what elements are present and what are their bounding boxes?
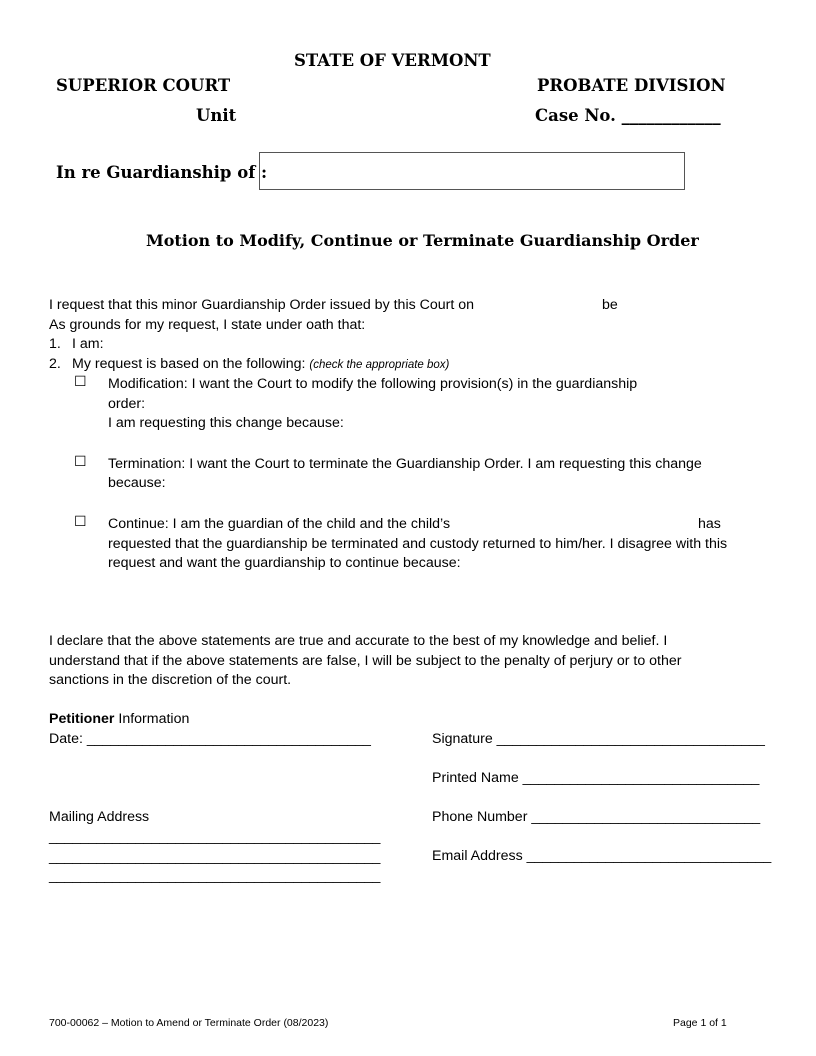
guardianship-name-field[interactable]: [259, 152, 685, 190]
continue-line-1: Continue: I am the guardian of the child and the child’s: [108, 516, 451, 532]
modification-line-2: order:: [108, 396, 146, 412]
request-line: I request that this minor Guardianship Order issued by this Court on: [49, 297, 475, 313]
form-id: 700-00062 – Motion to Amend or Terminate Order (08/2023): [49, 1017, 329, 1029]
continue-line-2: requested that the guardianship be terminated and custody returned to him/her. I disagree with this: [108, 536, 728, 552]
modification-checkbox[interactable]: ☐: [74, 374, 87, 390]
termination-line-2: because:: [108, 475, 166, 491]
termination-line-1: Termination: I want the Court to terminate the Guardianship Order. I am requesting this change: [108, 456, 702, 472]
item-1-number: 1.: [49, 336, 61, 352]
mailing-address-line-1[interactable]: __________________________________________: [49, 829, 381, 845]
phone-number-field[interactable]: Phone Number _____________________________: [432, 809, 761, 825]
email-address-field[interactable]: Email Address _______________________________: [432, 848, 772, 864]
form-title: Motion to Modify, Continue or Terminate Guardianship Order: [146, 231, 699, 250]
declaration-line-2: understand that if the above statements are false, I will be subject to the penalty of perjury or to other: [49, 653, 682, 669]
state-heading: STATE OF VERMONT: [294, 51, 491, 70]
item-2-number: 2.: [49, 356, 61, 372]
continue-line-1-end: has: [698, 516, 721, 532]
mailing-address-line-3[interactable]: __________________________________________: [49, 868, 381, 884]
continue-line-3: request and want the guardianship to continue because:: [108, 555, 461, 571]
declaration-line-1: I declare that the above statements are true and accurate to the best of my knowledge and belief. I: [49, 633, 668, 649]
mailing-address-label: Mailing Address: [49, 809, 150, 825]
item-2-text: My request is based on the following: (check the appropriate box): [72, 356, 450, 372]
case-number-label: Case No. ____________: [535, 106, 721, 125]
mailing-address-line-2[interactable]: __________________________________________: [49, 849, 381, 865]
declaration-line-3: sanctions in the discretion of the court.: [49, 672, 292, 688]
page-number: Page 1 of 1: [673, 1017, 727, 1029]
in-re-guardianship-label: In re Guardianship of :: [56, 163, 268, 182]
petitioner-heading: Petitioner Information: [49, 711, 190, 727]
date-field[interactable]: Date: ____________________________________: [49, 731, 371, 747]
signature-field[interactable]: Signature __________________________________: [432, 731, 765, 747]
court-heading: SUPERIOR COURT: [56, 76, 231, 95]
item-2-note: (check the appropriate box): [309, 359, 450, 371]
division-heading: PROBATE DIVISION: [537, 76, 726, 95]
grounds-line: As grounds for my request, I state under oath that:: [49, 317, 366, 333]
printed-name-field[interactable]: Printed Name ______________________________: [432, 770, 760, 786]
modification-line-3: I am requesting this change because:: [108, 415, 344, 431]
request-line-end: be: [602, 297, 618, 313]
termination-checkbox[interactable]: ☐: [74, 454, 87, 470]
modification-line-1: Modification: I want the Court to modify the following provision(s) in the guardianship: [108, 376, 638, 392]
continue-checkbox[interactable]: ☐: [74, 514, 87, 530]
unit-label: Unit: [196, 106, 237, 125]
item-1-text: I am:: [72, 336, 104, 352]
